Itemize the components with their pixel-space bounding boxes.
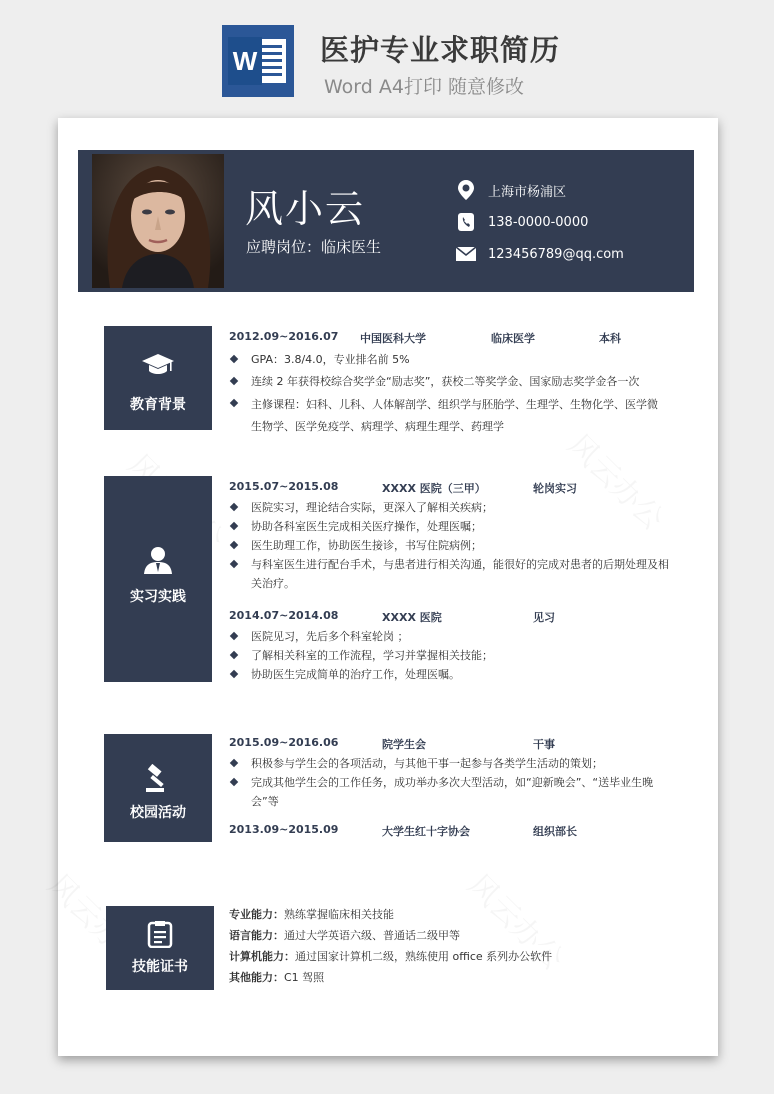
section-header-skills [106, 906, 214, 990]
skill-label: 其他能力： [229, 971, 284, 984]
internship-date: 2014.07~2014.08 [229, 609, 339, 622]
skill-label: 专业能力： [229, 908, 284, 921]
section-title: 校园活动 [130, 805, 186, 821]
campus-content [229, 736, 669, 841]
internship-role: 轮岗实习 [533, 482, 577, 495]
list-item: 主修课程：妇科、儿科、人体解剖学、组织学与胚胎学、生理学、生物化学、医学微生物学、医学免疫学、病理学、病理生理学、药理学 [229, 394, 659, 438]
list-item: 连续 2 年获得校综合奖学金“励志奖”，获校二等奖学金、国家励志奖学金各一次 [229, 372, 659, 391]
skill-row [229, 946, 659, 967]
list-item: 与科室医生进行配台手术，与患者进行相关沟通，能很好的完成对患者的后期处理及相关治疗。 [229, 555, 669, 593]
campus-header-row [229, 823, 669, 841]
phone-text: 138-0000-0000 [488, 214, 589, 230]
education-date: 2012.09~2016.07 [229, 330, 339, 343]
list-item: 完成其他学生会的工作任务，成功举办多次大型活动，如“迎新晚会”、“送毕业生晚会”等 [229, 773, 669, 811]
internship-role: 见习 [533, 611, 555, 624]
section-header-education [104, 326, 212, 430]
page-header [0, 0, 774, 110]
phone-icon [454, 210, 478, 234]
skill-value: 通过大学英语六级、普通话二级甲等 [284, 929, 460, 942]
campus-header-row [229, 736, 669, 754]
internship-header-row [229, 480, 669, 498]
skill-label: 语言能力： [229, 929, 284, 942]
location-icon [454, 178, 478, 202]
person-icon [104, 546, 212, 574]
skills-content [229, 904, 659, 988]
target-position: 应聘岗位：临床医生 [246, 238, 382, 256]
gavel-icon [104, 764, 212, 794]
email-text[interactable]: 123456789@qq.com [488, 246, 624, 262]
education-degree: 本科 [599, 332, 621, 345]
contact-email [454, 242, 624, 266]
document-title: 医护专业求职简历 [320, 33, 561, 67]
list-item: 了解相关科室的工作流程，学习并掌握相关技能； [229, 646, 669, 665]
education-content [229, 330, 659, 438]
skill-value: 通过国家计算机二级，熟练使用 office 系列办公软件 [295, 950, 553, 963]
address-text: 上海市杨浦区 [488, 184, 567, 200]
list-item: 协助各科室医生完成相关医疗操作，处理医嘱； [229, 517, 669, 536]
campus-date: 2015.09~2016.06 [229, 736, 339, 749]
resume-page [58, 118, 718, 1056]
section-title: 教育背景 [130, 397, 186, 413]
internship-date: 2015.07~2015.08 [229, 480, 339, 493]
campus-date: 2013.09~2015.09 [229, 823, 339, 836]
education-header-row [229, 330, 659, 348]
word-icon [222, 25, 294, 97]
campus-org: 大学生红十字协会 [382, 825, 470, 838]
skill-label: 计算机能力： [229, 950, 295, 963]
profile-banner [78, 150, 694, 292]
section-title: 技能证书 [132, 959, 188, 975]
skill-value: 熟练掌握临床相关技能 [284, 908, 394, 921]
contact-phone [454, 210, 588, 234]
list-item: 医院实习，理论结合实际，更深入了解相关疾病； [229, 498, 669, 517]
document-subtitle: Word A4打印 随意修改 [324, 76, 525, 98]
internship-org: XXXX 医院 [382, 611, 442, 624]
section-header-campus [104, 734, 212, 842]
skill-row [229, 904, 659, 925]
candidate-name: 风小云 [245, 187, 366, 231]
section-header-internship [104, 476, 212, 682]
graduation-cap-icon [104, 352, 212, 378]
word-letter: W [232, 46, 258, 76]
list-item: 医院见习，先后多个科室轮岗 ； [229, 627, 669, 646]
campus-org: 院学生会 [382, 738, 426, 751]
profile-photo [92, 154, 224, 288]
campus-role: 组织部长 [533, 825, 577, 838]
list-item: 医生助理工作，协助医生接诊，书写住院病例； [229, 536, 669, 555]
internship-org: XXXX 医院（三甲） [382, 482, 486, 495]
internship-content [229, 480, 669, 684]
internship-header-row [229, 609, 669, 627]
education-major: 临床医学 [491, 332, 535, 345]
mail-icon [454, 242, 478, 266]
list-item: GPA：3.8/4.0，专业排名前 5% [229, 350, 659, 369]
skill-row [229, 925, 659, 946]
campus-role: 干事 [533, 738, 555, 751]
education-school: 中国医科大学 [360, 332, 426, 345]
skill-value: C1 驾照 [284, 971, 325, 984]
skill-row [229, 967, 659, 988]
list-item: 协助医生完成简单的治疗工作，处理医嘱。 [229, 665, 669, 684]
list-item: 积极参与学生会的各项活动，与其他干事一起参与各类学生活动的策划； [229, 754, 669, 773]
contact-address [454, 178, 566, 202]
section-title: 实习实践 [130, 589, 186, 605]
clipboard-icon [106, 920, 214, 948]
